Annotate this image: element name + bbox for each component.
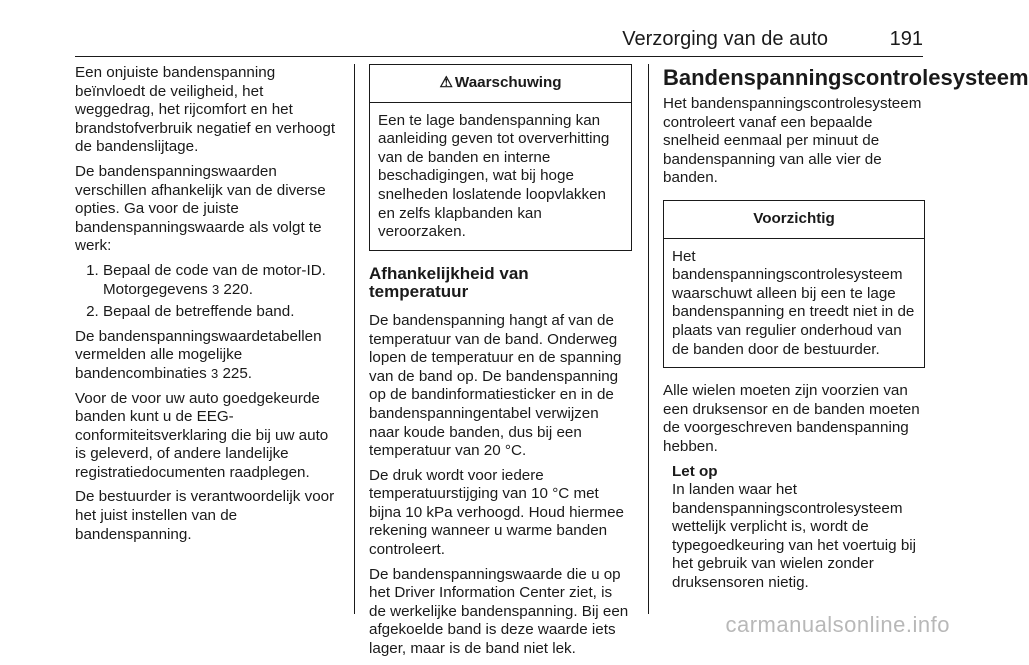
page-header [75, 26, 923, 57]
steps-list [75, 262, 343, 322]
paragraph: Voor de voor uw auto goedgekeurde banden kunt u de EEG-conformiteitsverklaring die bij uw auto is geleverd, of andere landelijke registratiedocumenten raadplegen. [75, 389, 329, 481]
paragraph: De bandenspanningswaardetabellen vermelden alle mogelijke bandencombinaties 3 225. [75, 327, 322, 382]
chapter-heading: Bandenspanningscontrolesysteem [663, 65, 1029, 90]
warning-text: Een te lage bandenspanning kan aanleiding geven tot oververhitting van de banden en interne beschadigingen, wat bij hoge snelheden loslatende loopvlakken en zelfs klapbanden kan veroorzaken. [378, 111, 610, 241]
paragraph: Het bandenspanningscontrolesysteem controleert vanaf een bepaalde snelheid eenmaal per minuut de bandenspanning van alle vier de banden. [663, 95, 922, 187]
paragraph: De bandenspanning hangt af van de temperatuur van de band. Onderweg lopen de temperatuur en de spanning van de band op. De bandenspanning op de bandinformatiesticker en in de bandenspanningentabel verwijzen naar koude banden, dus bij een temperatuur van 20 °C. [369, 311, 622, 460]
column-1 [75, 64, 343, 550]
column-divider [648, 64, 649, 614]
paragraph: De bandenspanningswaarden verschillen afhankelijk van de diverse opties. Ga voor de juiste bandenspanningswaarde als volgt te werk: [75, 162, 326, 255]
page-ref-link[interactable]: 220. [223, 280, 253, 298]
paragraph: De bandenspanningswaarde die u op het Driver Information Center ziet, is de werkelijke bandenspanning. Bij een afgekoelde band is deze waarde iets lager, maar is de band niet lek. [369, 565, 629, 658]
page-number: 191 [889, 28, 923, 50]
paragraph: Een onjuiste bandenspanning beïnvloedt de veiligheid, het weggedrag, het rijcomfort en het brandstofverbruik negatief en verhoogt de bandenslijtage. [75, 64, 336, 156]
step-text: Bepaal de betreffende band. [103, 303, 295, 321]
paragraph: Alle wielen moeten zijn voorzien van een druksensor en de banden moeten de voorgeschreven bandenspanning hebben. [663, 382, 920, 455]
section-title: Verzorging van de auto [622, 28, 828, 50]
column-3 [663, 64, 1029, 593]
caution-text: Het bandenspanningscontrolesysteem waarschuwt alleen bij een te lage bandenspanning en treedt niet in de plaats van regulier onderhoud van de banden door de bestuurder. [672, 247, 915, 358]
caution-box [663, 200, 925, 368]
note-title: Let op [672, 462, 718, 480]
ref-arrow-icon: 3 [211, 281, 220, 297]
list-item [103, 303, 343, 322]
step-text: Bepaal de code van de motor-ID. Motorgegevens [103, 261, 326, 298]
page-ref-link[interactable]: 225. [222, 364, 252, 382]
paragraph: De druk wordt voor iedere temperatuurstijging van 10 °C met bijna 10 kPa verhoogd. Houd hiermee rekening wanneer u warme banden controleert. [369, 466, 624, 559]
caution-title: Voorzichtig [664, 201, 924, 239]
watermark: carmanualsonline.info [725, 612, 950, 637]
list-item [103, 262, 343, 299]
paragraph: De bestuurder is verantwoordelijk voor het juist instellen van de bandenspanning. [75, 488, 335, 543]
warning-triangle-icon: ⚠ [439, 74, 453, 91]
warning-box [369, 64, 632, 251]
section-heading: Afhankelijkheid van temperatuur [369, 263, 529, 302]
warning-title: ⚠ Waarschuwing [370, 65, 631, 103]
column-2 [369, 64, 632, 665]
ref-arrow-icon: 3 [210, 365, 219, 381]
note-text: In landen waar het bandenspanningscontrolesysteem wettelijk verplicht is, wordt de typegoedkeuring van het voertuig bij het gebruik van wielen zonder druksensoren nietig. [672, 481, 917, 592]
note-box [663, 463, 925, 593]
column-divider [354, 64, 355, 614]
